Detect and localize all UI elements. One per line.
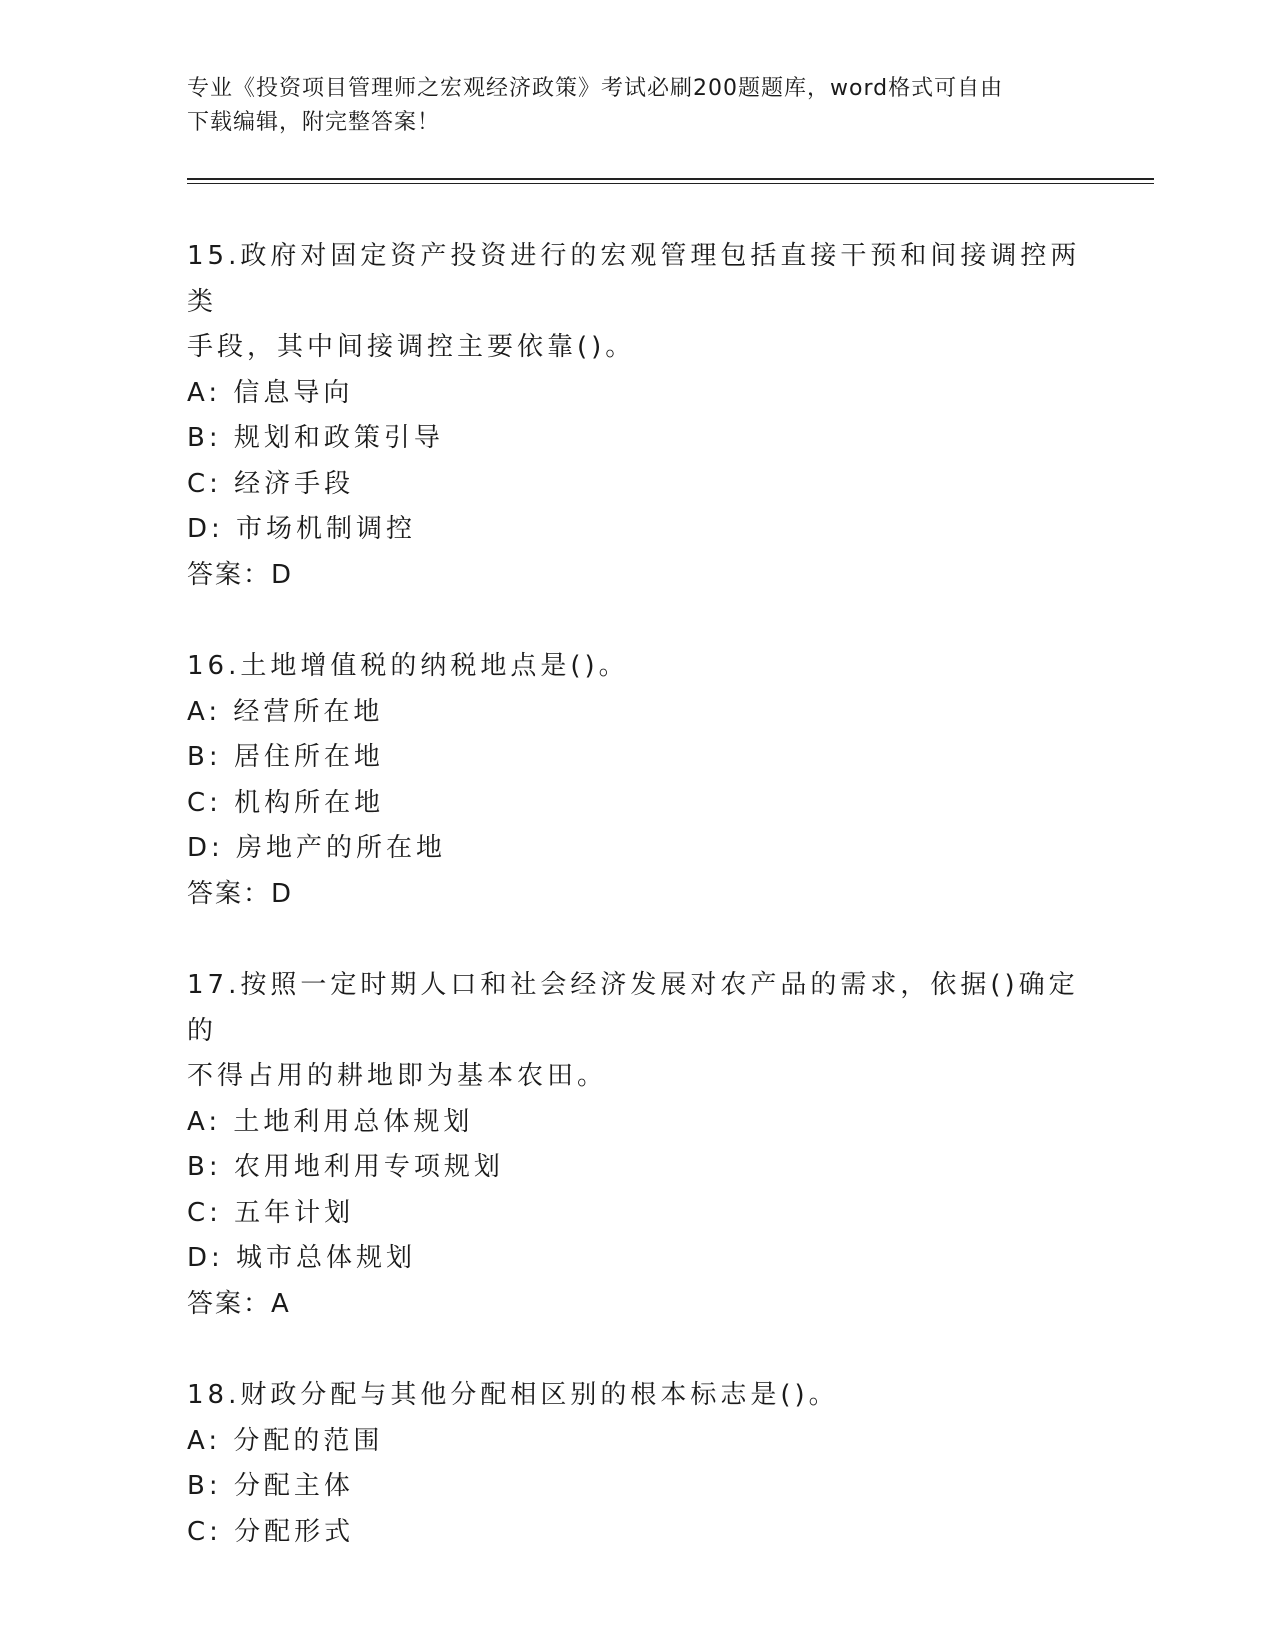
- option-a: A: 信息导向: [187, 377, 354, 408]
- question-17: [187, 963, 1087, 1327]
- option-d: D: 市场机制调控: [187, 514, 417, 544]
- question-stem: 17.按照一定时期人口和社会经济发展对农产品的需求，依据()确定的: [187, 970, 1079, 1046]
- question-16: [187, 644, 1087, 917]
- option-c: C: 机构所在地: [187, 787, 385, 818]
- question-stem: 15.政府对固定资产投资进行的宏观管理包括直接干预和间接调控两类: [187, 241, 1081, 317]
- option-d: D: 城市总体规划: [187, 1243, 417, 1273]
- header-line-1: 专业《投资项目管理师之宏观经济政策》考试必刷200题题库，word格式可自由: [187, 76, 1004, 101]
- header-rule-thin: [187, 183, 1154, 184]
- option-a: A: 经营所在地: [187, 696, 384, 727]
- question-stem: 不得占用的耕地即为基本农田。: [187, 1061, 608, 1091]
- question-stem: 16.土地增值税的纳税地点是()。: [187, 651, 629, 681]
- option-a: A: 分配的范围: [187, 1425, 384, 1456]
- question-list: [187, 234, 1087, 1555]
- option-b: B: 居住所在地: [187, 742, 384, 772]
- option-c: C: 经济手段: [187, 468, 355, 499]
- option-b: B: 分配主体: [187, 1471, 354, 1501]
- question-stem: 手段，其中间接调控主要依靠()。: [187, 332, 636, 362]
- header-line-2: 下载编辑，附完整答案！: [187, 110, 441, 135]
- option-c: C: 分配形式: [187, 1516, 355, 1547]
- answer: 答案：D: [187, 559, 294, 590]
- answer: 答案：A: [187, 1288, 291, 1319]
- document-header: [187, 72, 1087, 140]
- option-a: A: 土地利用总体规划: [187, 1106, 474, 1137]
- option-d: D: 房地产的所在地: [187, 833, 447, 863]
- question-15: [187, 234, 1087, 598]
- option-b: B: 规划和政策引导: [187, 423, 444, 453]
- question-18: [187, 1373, 1087, 1555]
- header-rule-thick: [187, 178, 1154, 180]
- option-c: C: 五年计划: [187, 1197, 355, 1228]
- answer: 答案：D: [187, 878, 294, 909]
- question-stem: 18.财政分配与其他分配相区别的根本标志是()。: [187, 1380, 839, 1410]
- option-b: B: 农用地利用专项规划: [187, 1152, 504, 1182]
